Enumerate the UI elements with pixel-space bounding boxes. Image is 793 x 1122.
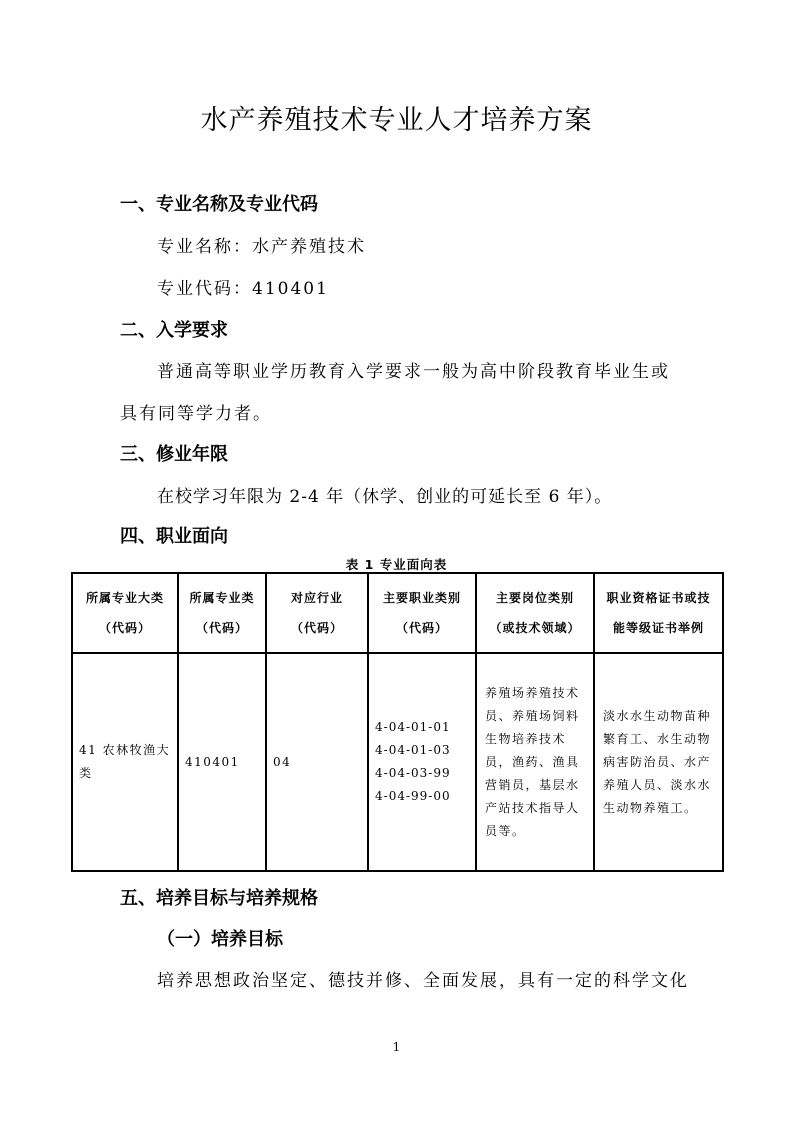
header-line-1: 所属专业类 bbox=[189, 591, 255, 605]
occupation-code: 4-04-99-00 bbox=[375, 789, 451, 803]
header-line-1: 对应行业 bbox=[290, 591, 343, 605]
major-name-line: 专业名称：水产养殖技术 bbox=[157, 237, 366, 257]
header-industry bbox=[266, 573, 368, 653]
header-major-category bbox=[72, 573, 178, 653]
header-line-2: （代码） bbox=[195, 621, 248, 635]
major-code-line: 专业代码：410401 bbox=[157, 279, 329, 299]
occupation-code: 4-04-03-99 bbox=[375, 766, 451, 780]
header-positions bbox=[476, 573, 594, 653]
table-row bbox=[72, 653, 723, 871]
section-5-heading: 五、培养目标与培养规格 bbox=[120, 888, 318, 909]
cell-certificates: 淡水水生动物苗种繁育工、水生动物病害防治员、水产养殖人员、淡水水生动物养殖工。 bbox=[594, 653, 723, 871]
occupation-code: 4-04-01-03 bbox=[375, 743, 451, 757]
section-3-heading: 三、修业年限 bbox=[120, 444, 228, 465]
header-certificates bbox=[594, 573, 723, 653]
study-years-line: 在校学习年限为 2-4 年（休学、创业的可延长至 6 年）。 bbox=[157, 487, 613, 507]
header-line-2: （代码） bbox=[290, 621, 343, 635]
header-line-2: （代码） bbox=[395, 621, 448, 635]
cell-positions: 养殖场养殖技术员、养殖场饲料生物培养技术员，渔药、渔具营销员，基层水产站技术指导人员等。 bbox=[476, 653, 594, 871]
career-orientation-table bbox=[71, 572, 724, 872]
table-header-row bbox=[72, 573, 723, 653]
cell-occupation-codes bbox=[368, 653, 476, 871]
header-line-2: （代码） bbox=[98, 621, 151, 635]
header-line-1: 所属专业大类 bbox=[85, 591, 164, 605]
cell-major-class: 410401 bbox=[178, 653, 266, 871]
header-line-2: （或技术领域） bbox=[489, 621, 581, 635]
header-line-2: 能等级证书举例 bbox=[612, 621, 704, 635]
header-line-1: 主要职业类别 bbox=[382, 591, 461, 605]
admission-line-2: 具有同等学力者。 bbox=[120, 404, 272, 424]
section-1-heading: 一、专业名称及专业代码 bbox=[120, 194, 318, 215]
page-title: 水产养殖技术专业人才培养方案 bbox=[200, 105, 593, 136]
header-major-class bbox=[178, 573, 266, 653]
subsection-1-heading: （一）培养目标 bbox=[157, 929, 283, 950]
header-line-1: 职业资格证书或技 bbox=[606, 591, 711, 605]
admission-line-1: 普通高等职业学历教育入学要求一般为高中阶段教育毕业生或 bbox=[157, 362, 670, 382]
cell-industry: 04 bbox=[266, 653, 368, 871]
table-caption: 表 1 专业面向表 bbox=[345, 557, 448, 572]
header-line-1: 主要岗位类别 bbox=[495, 591, 574, 605]
goal-line-1: 培养思想政治坚定、德技并修、全面发展，具有一定的科学文化 bbox=[157, 971, 689, 991]
section-4-heading: 四、职业面向 bbox=[120, 526, 228, 547]
section-2-heading: 二、入学要求 bbox=[120, 320, 228, 341]
page-number: 1 bbox=[392, 1040, 401, 1054]
header-occupation bbox=[368, 573, 476, 653]
cell-major-category: 41 农林牧渔大类 bbox=[72, 653, 178, 871]
occupation-code: 4-04-01-01 bbox=[375, 720, 451, 734]
